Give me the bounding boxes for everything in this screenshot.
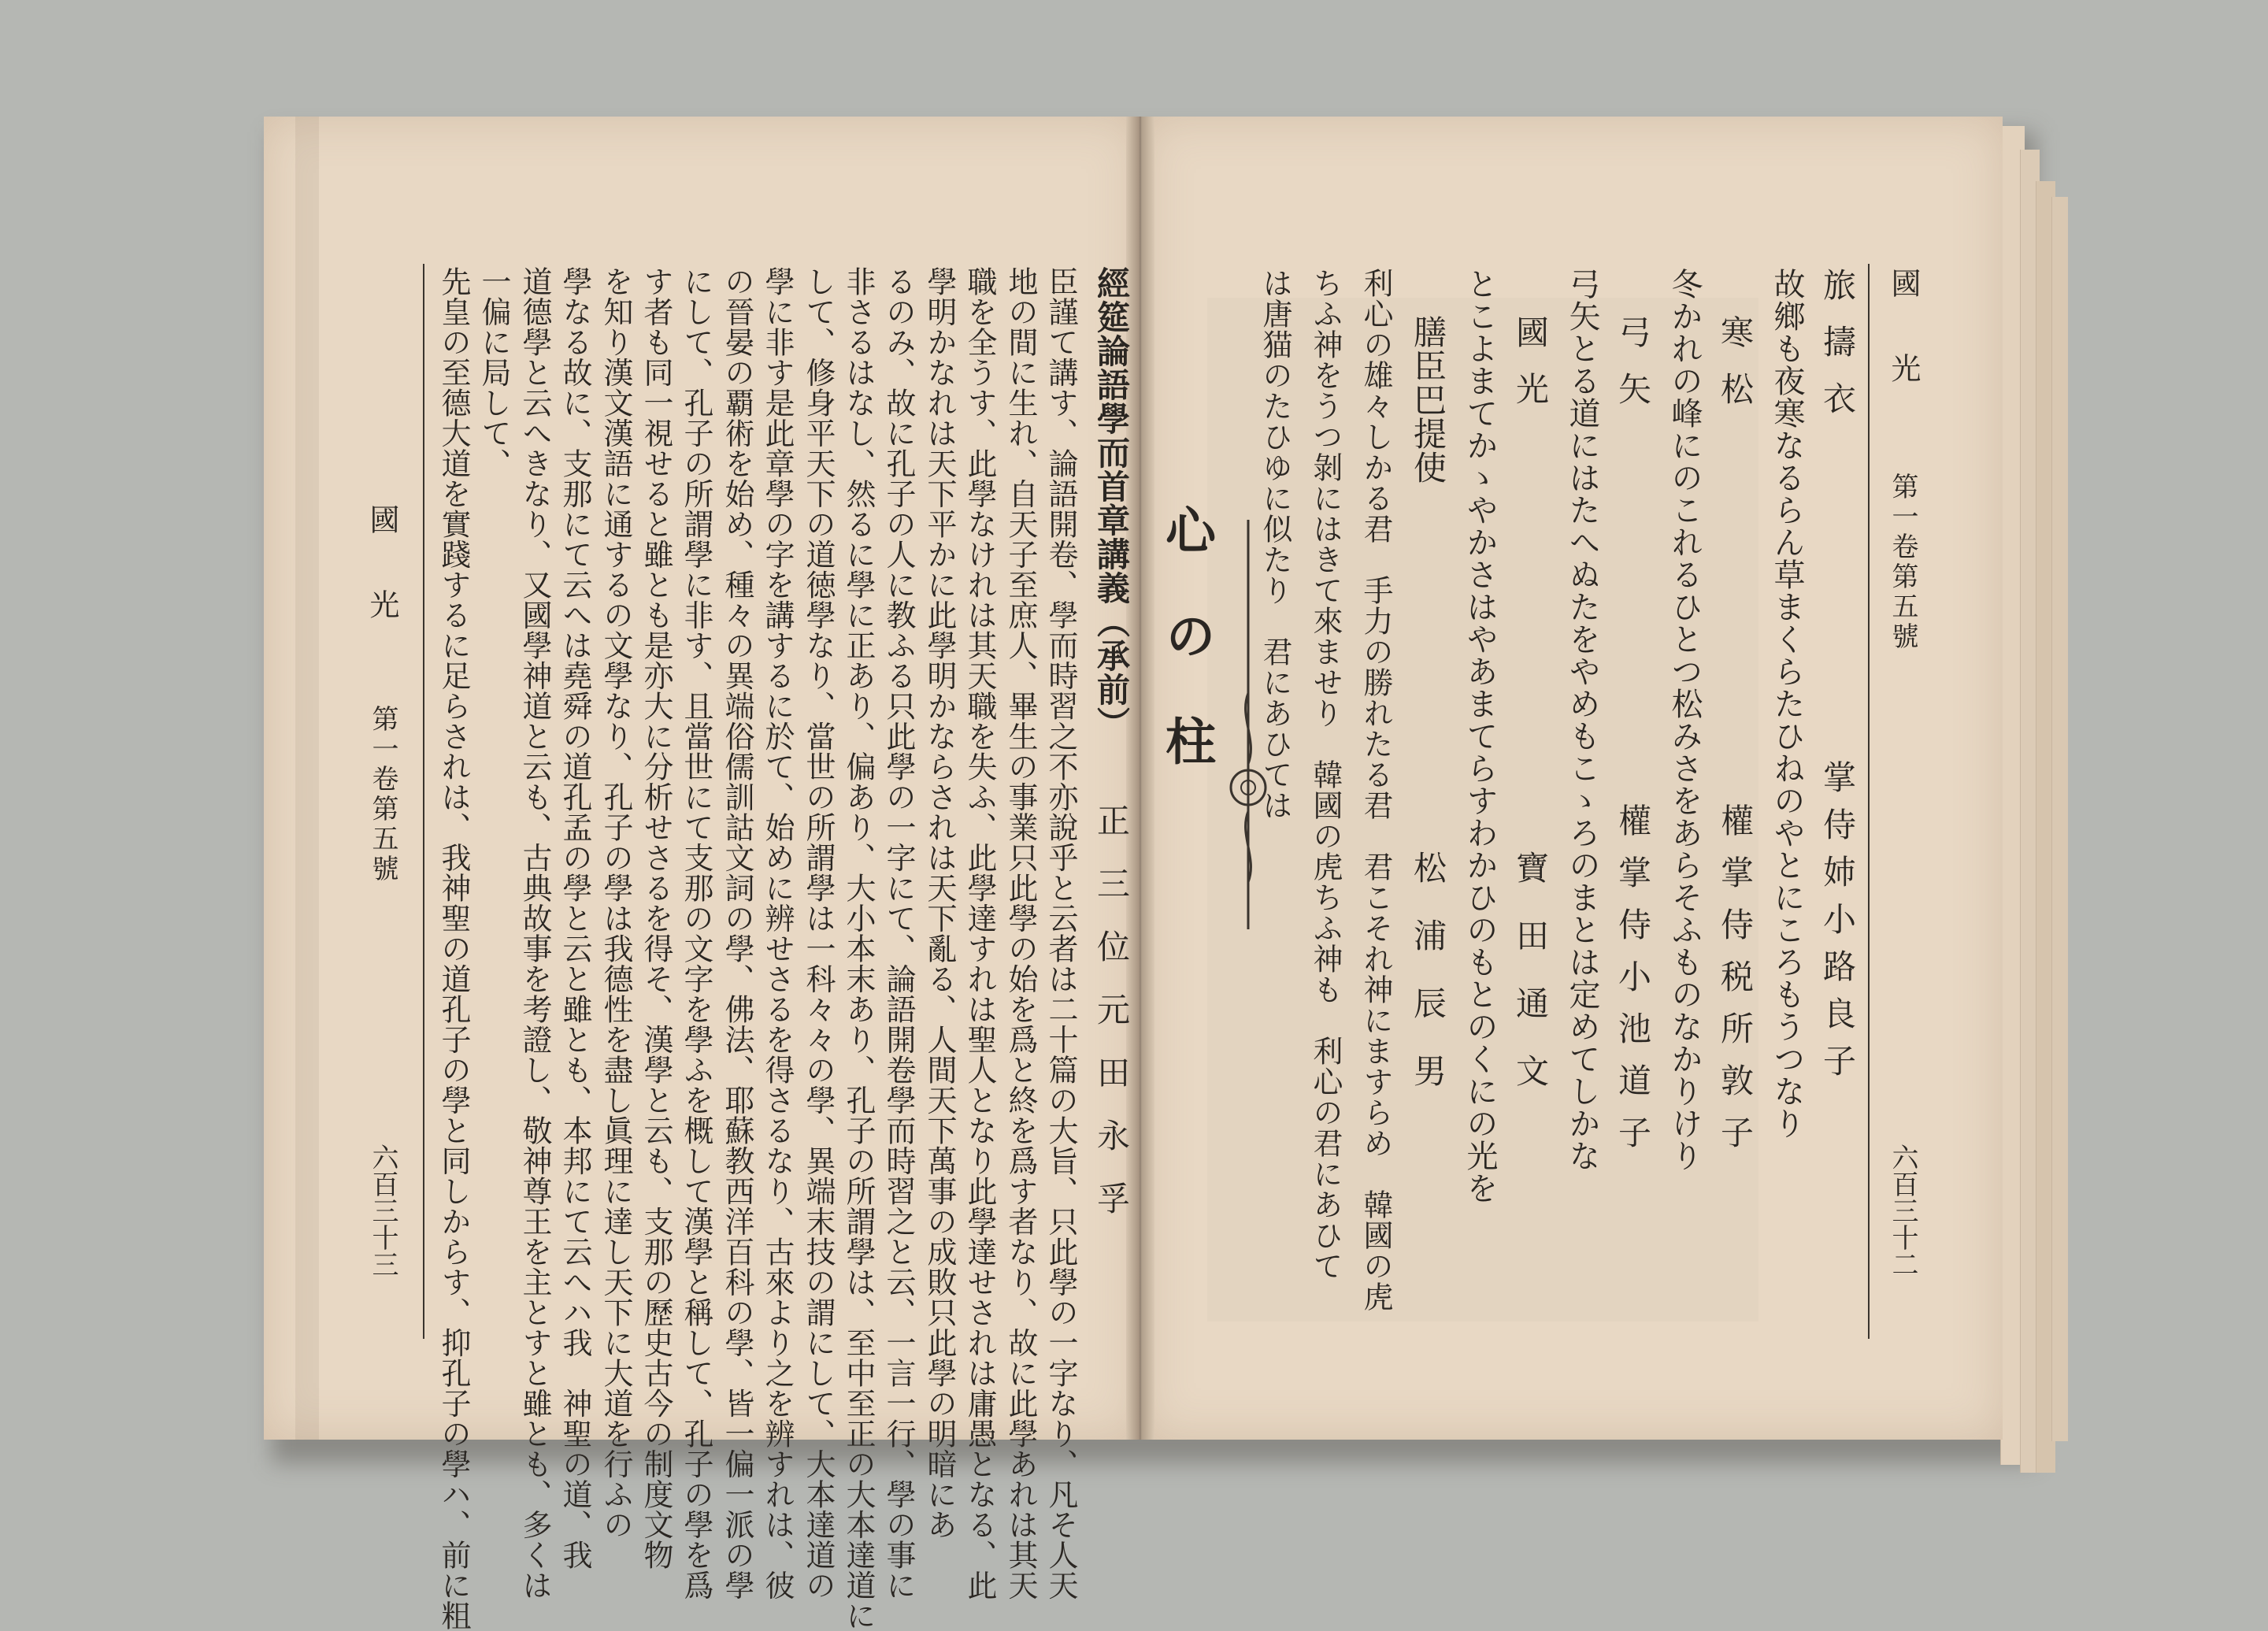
- left-header-title: 國光: [365, 504, 399, 674]
- poem-heading-4: 國光: [1511, 315, 1550, 428]
- text-line-14: 道德學と云へきなり、又國學神道と云も、古典故事を考證し、敬神尊王を主とすと雖とも、多くは: [517, 266, 552, 1600]
- poem-author-4: 寶田通文: [1511, 851, 1550, 1121]
- right-header-volume: 第一卷第五號: [1887, 473, 1918, 652]
- text-line-15: 一偏に局して、: [476, 266, 511, 479]
- poem-verse-5: 利心の雄々しかる君 手力の勝れたる君 君こそれ神にますらめ 韓國の虎: [1358, 268, 1393, 1312]
- section-title: 心の柱: [1157, 504, 1216, 821]
- text-line-9: の晉晏の覇術を始め、種々の異端俗儒訓詁文詞の學、佛法、耶蘇教西洋百科の學、皆一偏一派の學: [720, 266, 754, 1600]
- poem-verse-6: ちふ神をうつ剝にはきて來ませり 韓國の虎ちふ神も 利心の君にあひて: [1308, 268, 1343, 1281]
- poem-verse-1: 故鄉も夜寒なるらん草まくらたひねのやとにころもうつなり: [1769, 268, 1805, 1140]
- poem-author-1: 掌侍姉小路良子: [1818, 760, 1857, 1091]
- text-line-13: 學なる故に、支那にて云へは堯舜の道孔孟の學と云と雖とも、本邦にて云へハ我 神聖の道、我: [558, 266, 592, 1570]
- right-header-page-number: 六百三十二: [1887, 1144, 1918, 1277]
- text-line-8: 學に非す是此章學の字を講するに於て、始めに辨せさるを得さるなり、古來より之を辨すれは、彼: [760, 266, 795, 1600]
- text-line-10: にして、孔子の所謂學に非す、且當世にて支那の文字を學ふを概して漢學と稱して、孔子の學を爲: [679, 266, 713, 1600]
- ornament-divider: [1225, 504, 1272, 945]
- poem-heading-5: 膳臣巴提使: [1409, 315, 1447, 484]
- text-line-11: す者も同一視せると雖とも是亦大に分析せさるを得そ、漢學と云も、支那の歷史古今の制度文物: [639, 266, 673, 1570]
- poem-verse-4: とこよまてかゝやかさはやあまてらすわかひのもとのくにの光を: [1462, 268, 1498, 1204]
- text-line-12: を知り漢文漢語に通するの文學なり、孔子の學は我德性を盡し眞理に達し天下に大道を行ふの: [598, 266, 633, 1540]
- text-line-2: 地の間に生れ、自天子至庶人、畢生の事業只此學の始を爲と終を爲す者なり、故に此學あれは其天: [1003, 266, 1038, 1600]
- page-shading: [295, 117, 319, 1440]
- poem-verse-3: 弓矢とる道にはたへぬたをやめもこゝろのまとは定めてしかな: [1564, 268, 1600, 1172]
- right-header-title: 國光: [1886, 268, 1921, 438]
- text-line-16: 先皇の至德大道を實踐するに足らされは、我神聖の道孔子の學と同しからす、抑孔子の學ハ、前に粗: [436, 266, 471, 1631]
- left-header-page-number: 六百三十三: [367, 1144, 398, 1277]
- left-header: [361, 504, 404, 674]
- poem-verse-2: 冬かれの峰にのこれるひとつ松みさをあらそふものなかりけり: [1666, 268, 1703, 1172]
- text-line-3: 職を全うす、此學なけれは其天職を失ふ、此學達すれは聖人となり此學達せされは庸愚となる、此: [962, 266, 997, 1600]
- poem-author-5: 松浦辰男: [1409, 851, 1447, 1121]
- poem-author-3: 權掌侍小池道子: [1614, 803, 1652, 1167]
- lecture-author: 正三位元田永孚: [1092, 803, 1131, 1244]
- poem-heading-2: 寒松: [1716, 315, 1755, 428]
- poem-author-2: 權掌侍税所敦子: [1716, 803, 1755, 1167]
- lecture-heading: 經筵論語學而首章講義（承前）: [1092, 266, 1131, 740]
- right-header: [1882, 268, 1925, 438]
- page-edge-4: [2051, 197, 2068, 1441]
- right-header-rule: [1868, 264, 1870, 1339]
- text-line-7: して、修身平天下の道徳學なり、當世の所謂學は一科々々の學、異端末技の謂にして、大本達道の: [801, 266, 836, 1600]
- poem-heading-3: 弓矢: [1614, 315, 1652, 428]
- poem-verse-7: は唐猫のたひゆに似たり 君にあひては: [1258, 268, 1292, 821]
- left-header-rule: [423, 264, 424, 1339]
- poem-heading-1: 旅擣衣: [1818, 268, 1857, 438]
- text-line-5: るのみ、故に孔子の人に教ふる只此學の一字にて、論語開卷學而時習之と云、一言一行、學の事に: [881, 266, 916, 1600]
- text-line-4: 學明かなれは天下平かに此學明かならされは天下亂る、人間天下萬事の成敗只此學の明暗にあ: [922, 266, 957, 1540]
- text-line-1: 臣謹て講す、論語開卷、學而時習之不亦說乎と云者は二十篇の大旨、只此學の一字なり、凡そ人天: [1043, 266, 1078, 1600]
- text-line-6: 非さるはなし、然るに學に正あり、偏あり、大小本末あり、孔子の所謂學は、至中至正の大本達道に: [841, 266, 876, 1631]
- left-header-volume: 第一卷第五號: [367, 705, 398, 884]
